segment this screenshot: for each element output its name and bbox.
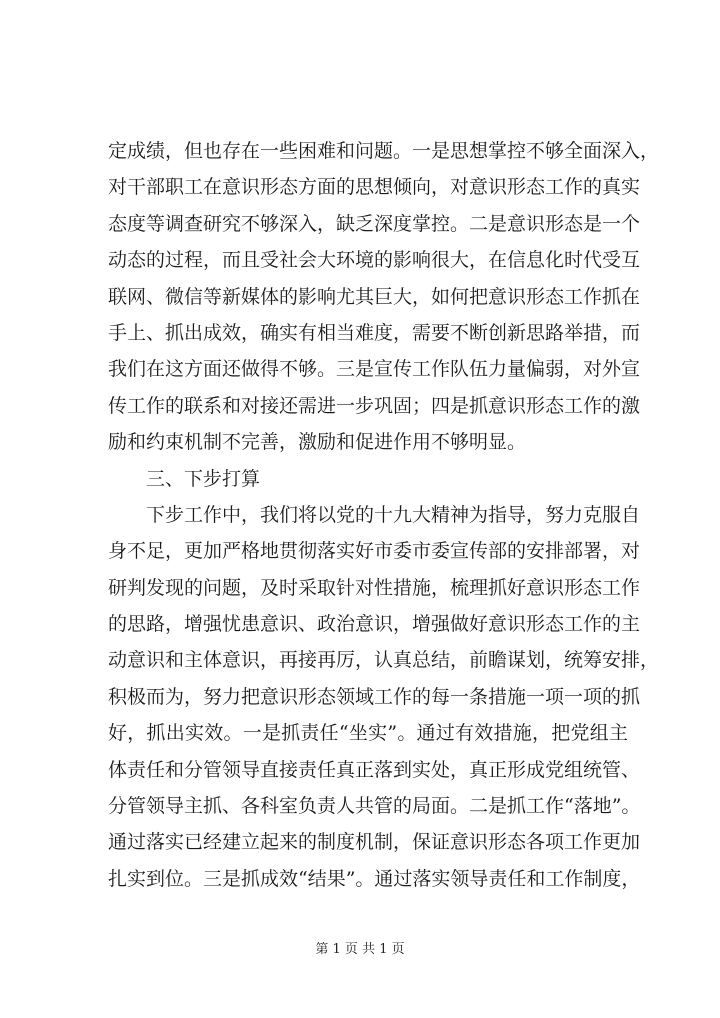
body-text xyxy=(108,133,660,897)
text-line: 联网、微信等新媒体的影响尤其巨大，如何把意识形态工作抓在 xyxy=(108,285,641,308)
text-line: 研判发现的问题，及时采取针对性措施，梳理抓好意识形态工作 xyxy=(108,576,641,599)
text-line: 的思路，增强忧患意识、政治意识，增强做好意识形态工作的主 xyxy=(108,613,641,636)
text-line: 手上、抓出成效，确实有相当难度，需要不断创新思路举措，而 xyxy=(108,321,641,344)
text-line: 动意识和主体意识，再接再厉，认真总结，前瞻谋划，统筹安排， xyxy=(108,649,660,672)
text-line: 好，抓出实效。一是抓责任“坐实”。通过有效措施，把党组主 xyxy=(108,722,628,745)
text-line: 态度等调查研究不够深入，缺乏深度掌控。二是意识形态是一个 xyxy=(108,212,641,235)
text-line: 定成绩，但也存在一些困难和问题。一是思想掌控不够全面深入， xyxy=(108,140,660,162)
text-line: 扎实到位。三是抓成效“结果”。通过落实领导责任和工作制度， xyxy=(108,867,641,890)
text-line: 动态的过程，而且受社会大环境的影响很大，在信息化时代受互 xyxy=(108,249,641,272)
text-line: 积极而为，努力把意识形态领域工作的每一条措施一项一项的抓 xyxy=(108,685,641,708)
text-line: 身不足，更加严格地贯彻落实好市委市委宣传部的安排部署，对 xyxy=(108,540,641,563)
text-line: 分管领导主抓、各科室负责人共管的局面。二是抓工作“落地”。 xyxy=(108,795,641,818)
text-line: 体责任和分管领导直接责任真正落到实处，真正形成党组统管、 xyxy=(108,758,641,781)
text-line: 下步工作中，我们将以党的十九大精神为指导，努力克服自 xyxy=(146,503,641,526)
text-line: 励和约束机制不完善，激励和促进作用不够明显。 xyxy=(108,431,527,454)
page-footer: 第 1 页 共 1 页 xyxy=(315,942,405,957)
text-line: 通过落实已经建立起来的制度机制，保证意识形态各项工作更加 xyxy=(108,831,641,854)
text-line: 对干部职工在意识形态方面的思想倾向，对意识形态工作的真实 xyxy=(108,176,641,199)
text-line: 我们在这方面还做得不够。三是宣传工作队伍力量偏弱，对外宣 xyxy=(108,358,641,381)
text-line: 传工作的联系和对接还需进一步巩固；四是抓意识形态工作的激 xyxy=(108,394,641,417)
section-heading: 三、下步打算 xyxy=(146,467,261,490)
